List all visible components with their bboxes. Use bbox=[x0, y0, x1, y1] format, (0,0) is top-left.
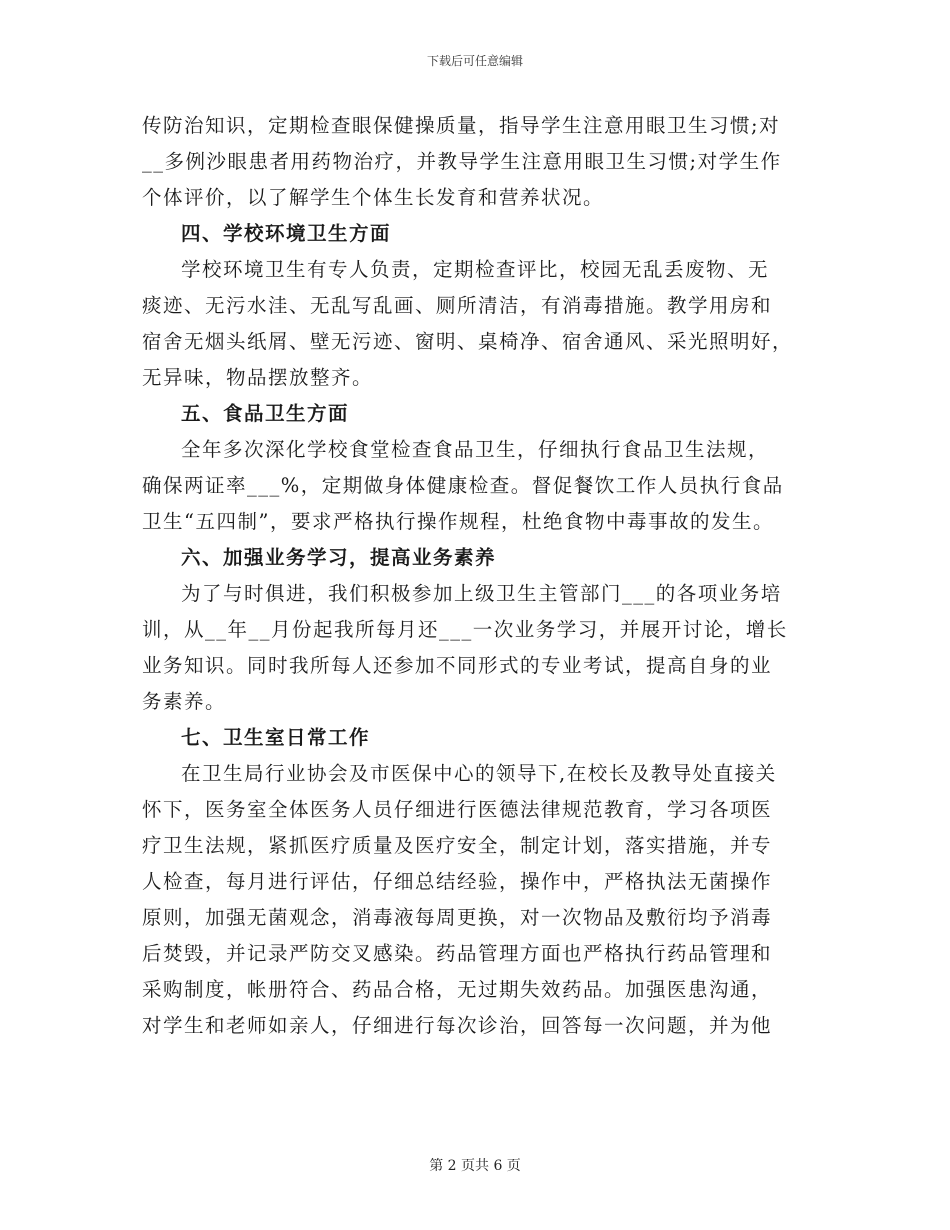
text-line: 务素养。 bbox=[142, 690, 227, 713]
page-number-footer: 第 2 页共 6 页 bbox=[429, 1158, 521, 1174]
text-line: 训，从__年__月份起我所每月还___一次业务学习，并展开讨论，增长 bbox=[142, 618, 788, 641]
paragraph-daily-work bbox=[142, 756, 810, 1044]
text-line: 采购制度，帐册符合、药品合格，无过期失效药品。加强医患沟通， bbox=[142, 978, 773, 1001]
section-heading-food: 五、食品卫生方面 bbox=[181, 402, 350, 425]
text-line: 个体评价，以了解学生个体生长发育和营养状况。 bbox=[142, 186, 605, 209]
section-heading-daily-work: 七、卫生室日常工作 bbox=[181, 726, 371, 749]
text-line: 学校环境卫生有专人负责，定期检查评比，校园无乱丢废物、无 bbox=[181, 258, 770, 281]
paragraph-food bbox=[142, 432, 810, 540]
text-line: 全年多次深化学校食堂检查食品卫生，仔细执行食品卫生法规， bbox=[181, 438, 770, 461]
document-body bbox=[142, 108, 810, 1044]
text-line: 人检查，每月进行评估，仔细总结经验，操作中，严格执法无菌操作 bbox=[142, 870, 773, 893]
text-line: 无异味，物品摆放整齐。 bbox=[142, 366, 374, 389]
text-line: 对学生和老师如亲人，仔细进行每次诊治，回答每一次问题，并为他 bbox=[142, 1014, 773, 1037]
text-line: 传防治知识，定期检查眼保健操质量，指导学生注意用眼卫生习惯;对 bbox=[142, 114, 781, 137]
text-line: 痰迹、无污水洼、无乱写乱画、厕所清洁，有消毒措施。教学用房和 bbox=[142, 294, 773, 317]
paragraph-training bbox=[142, 576, 810, 720]
text-line: 为了与时俱进，我们积极参加上级卫生主管部门___的各项业务培 bbox=[181, 582, 782, 605]
paragraph-environment bbox=[142, 252, 810, 396]
text-line: 原则，加强无菌观念，消毒液每周更换，对一次物品及敷衍均予消毒 bbox=[142, 906, 773, 929]
text-line: 怀下，医务室全体医务人员仔细进行医德法律规范教育，学习各项医 bbox=[142, 798, 773, 821]
text-line: 在卫生局行业协会及市医保中心的领导下,在校长及教导处直接关 bbox=[181, 762, 777, 785]
text-line: 疗卫生法规，紧抓医疗质量及医疗安全，制定计划，落实措施，并专 bbox=[142, 834, 773, 857]
text-line: 宿舍无烟头纸屑、壁无污迹、窗明、桌椅净、宿舍通风、采光照明好， bbox=[142, 330, 794, 353]
text-line: __多例沙眼患者用药物治疗，并教导学生注意用眼卫生习惯;对学生作 bbox=[142, 150, 782, 173]
section-heading-environment: 四、学校环境卫生方面 bbox=[181, 222, 392, 245]
text-line: 卫生“五四制”，要求严格执行操作规程，杜绝食物中毒事故的发生。 bbox=[142, 510, 774, 533]
section-heading-training: 六、加强业务学习，提高业务素养 bbox=[181, 546, 497, 569]
text-line: 业务知识。同时我所每人还参加不同形式的专业考试，提高自身的业 bbox=[142, 654, 773, 677]
text-line: 确保两证率___%，定期做身体健康检查。督促餐饮工作人员执行食品 bbox=[142, 474, 784, 497]
page-header: 下载后可任意编辑 bbox=[426, 54, 523, 68]
text-line: 后焚毁，并记录严防交叉感染。药品管理方面也严格执行药品管理和 bbox=[142, 942, 773, 965]
paragraph-eye-care bbox=[142, 108, 810, 216]
